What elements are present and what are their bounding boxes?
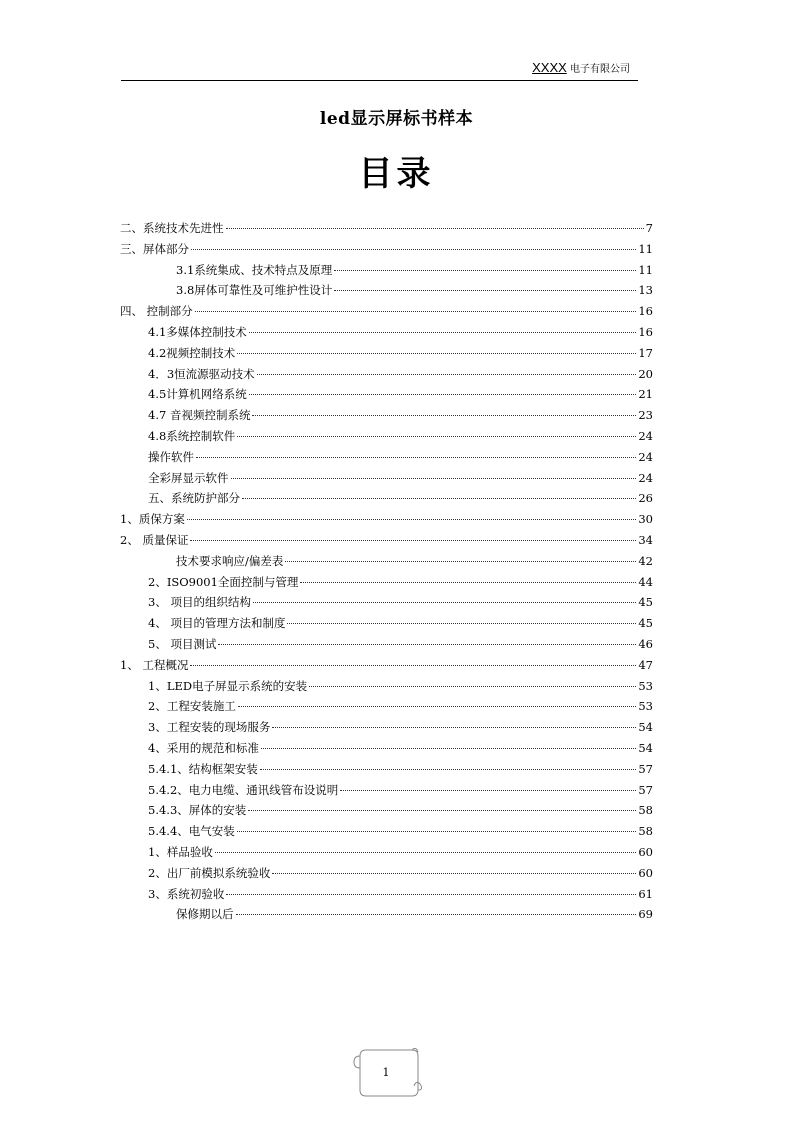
toc-entry-label: 技术要求响应/偏差表 <box>176 553 284 568</box>
toc-leader-dots <box>300 582 636 583</box>
toc-entry-page: 69 <box>638 907 653 922</box>
toc-entry[interactable] <box>120 719 653 740</box>
toc-entry[interactable] <box>120 407 653 428</box>
toc-entry-page: 13 <box>638 283 653 298</box>
toc-leader-dots <box>285 561 636 562</box>
toc-entry[interactable] <box>120 324 653 345</box>
toc-leader-dots <box>261 748 637 749</box>
toc-entry-page: 54 <box>638 720 653 735</box>
table-of-contents <box>120 220 653 927</box>
toc-entry-page: 57 <box>638 782 653 797</box>
toc-entry[interactable] <box>120 698 653 719</box>
toc-entry[interactable] <box>120 844 653 865</box>
toc-entry-page: 24 <box>638 428 653 443</box>
toc-entry[interactable] <box>120 241 653 262</box>
toc-entry-page: 11 <box>638 262 653 277</box>
toc-leader-dots <box>260 769 637 770</box>
toc-entry[interactable] <box>120 470 653 491</box>
toc-leader-dots <box>226 228 644 229</box>
toc-leader-dots <box>191 249 636 250</box>
toc-leader-dots <box>195 311 637 312</box>
toc-entry-page: 16 <box>638 304 653 319</box>
toc-entry[interactable] <box>120 449 653 470</box>
toc-leader-dots <box>238 706 637 707</box>
toc-entry-label: 1、LED电子屏显示系统的安装 <box>148 678 308 693</box>
toc-entry[interactable] <box>120 906 653 927</box>
toc-entry[interactable] <box>120 782 653 803</box>
toc-leader-dots <box>272 873 636 874</box>
toc-leader-dots <box>226 894 636 895</box>
toc-entry-label: 4.7 音视频控制系统 <box>148 408 251 423</box>
toc-leader-dots <box>190 540 636 541</box>
page-number: 1 <box>382 1066 390 1079</box>
toc-entry-label: 2、出厂前模拟系统验收 <box>148 865 271 880</box>
toc-entry-label: 全彩屏显示软件 <box>148 470 229 485</box>
toc-entry-page: 24 <box>638 449 653 464</box>
toc-entry-label: 3.1系统集成、技术特点及原理 <box>176 262 333 277</box>
toc-heading: 目录 <box>358 154 435 194</box>
toc-leader-dots <box>231 478 637 479</box>
toc-entry-label: 4.2视频控制技术 <box>148 345 236 360</box>
toc-entry-label: 1、样品验收 <box>148 844 213 859</box>
toc-entry-page: 45 <box>638 595 653 610</box>
toc-entry[interactable] <box>120 886 653 907</box>
toc-entry[interactable] <box>120 220 653 241</box>
toc-leader-dots <box>257 374 637 375</box>
toc-entry-page: 53 <box>638 699 653 714</box>
toc-entry-label: 4、采用的规范和标准 <box>148 740 259 755</box>
toc-leader-dots <box>249 394 637 395</box>
page-footer <box>350 1046 422 1100</box>
toc-leader-dots <box>237 436 636 437</box>
toc-entry[interactable] <box>120 532 653 553</box>
toc-entry[interactable] <box>120 615 653 636</box>
toc-entry-page: 7 <box>645 221 653 235</box>
toc-entry-label: 1、 工程概况 <box>120 657 189 672</box>
toc-entry[interactable] <box>120 678 653 699</box>
toc-entry-page: 54 <box>638 740 653 755</box>
toc-entry-label: 3.8屏体可靠性及可维护性设计 <box>176 283 333 298</box>
toc-leader-dots <box>237 831 637 832</box>
toc-entry-page: 17 <box>638 345 653 360</box>
toc-entry[interactable] <box>120 761 653 782</box>
toc-entry-page: 11 <box>638 241 653 256</box>
toc-entry[interactable] <box>120 865 653 886</box>
toc-entry-label: 4.5计算机网络系统 <box>148 387 247 402</box>
toc-entry-page: 16 <box>638 324 653 339</box>
toc-entry-page: 26 <box>638 491 653 506</box>
toc-leader-dots <box>242 498 636 499</box>
toc-leader-dots <box>196 457 636 458</box>
toc-leader-dots <box>237 353 636 354</box>
toc-entry[interactable] <box>120 594 653 615</box>
toc-entry-label: 二、系统技术先进性 <box>120 221 224 235</box>
toc-entry[interactable] <box>120 553 653 574</box>
toc-entry-page: 30 <box>638 512 653 527</box>
toc-entry[interactable] <box>120 574 653 595</box>
toc-leader-dots <box>253 602 636 603</box>
toc-entry[interactable] <box>120 636 653 657</box>
toc-entry-label: 3、 项目的组织结构 <box>148 595 251 610</box>
toc-entry[interactable] <box>120 386 653 407</box>
toc-entry-label: 5.4.1、结构框架安装 <box>148 761 258 776</box>
toc-entry-label: 3、系统初验收 <box>148 886 225 901</box>
toc-entry-page: 60 <box>638 865 653 880</box>
toc-entry-label: 五、系统防护部分 <box>148 491 240 506</box>
company-name <box>532 60 630 75</box>
toc-entry-label: 2、ISO9001全面控制与管理 <box>148 574 299 589</box>
toc-leader-dots <box>309 686 636 687</box>
toc-entry-label: 3、工程安装的现场服务 <box>148 720 271 735</box>
toc-leader-dots <box>190 665 636 666</box>
toc-entry-label: 操作软件 <box>148 449 194 464</box>
toc-leader-dots <box>252 415 636 416</box>
toc-entry-page: 21 <box>638 387 653 402</box>
page-header <box>121 58 638 81</box>
toc-entry-page: 58 <box>638 803 653 818</box>
toc-entry-page: 44 <box>638 574 653 589</box>
toc-entry[interactable] <box>120 282 653 303</box>
toc-leader-dots <box>187 519 637 520</box>
toc-entry-label: 5.4.4、电气安装 <box>148 824 235 839</box>
toc-entry[interactable] <box>120 740 653 761</box>
toc-leader-dots <box>248 810 636 811</box>
toc-leader-dots <box>334 290 636 291</box>
toc-entry-page: 42 <box>638 553 653 568</box>
company-mark: XXXX <box>532 60 567 75</box>
toc-entry-page: 53 <box>638 678 653 693</box>
toc-entry-label: 4、 项目的管理方法和制度 <box>148 616 286 631</box>
toc-leader-dots <box>236 914 637 915</box>
toc-leader-dots <box>287 623 636 624</box>
toc-entry-page: 57 <box>638 761 653 776</box>
toc-entry[interactable] <box>120 428 653 449</box>
toc-entry-label: 1、质保方案 <box>120 512 185 527</box>
document-title: led显示屏标书样本 <box>319 109 474 129</box>
toc-entry-label: 4.8系统控制软件 <box>148 428 236 443</box>
toc-entry-label: 4.1多媒体控制技术 <box>148 324 247 339</box>
toc-entry-page: 61 <box>638 886 653 901</box>
toc-entry[interactable] <box>120 490 653 511</box>
toc-leader-dots <box>218 644 636 645</box>
toc-entry-label: 5、 项目测试 <box>148 636 217 651</box>
toc-entry-label: 保修期以后 <box>176 907 234 922</box>
toc-leader-dots <box>215 852 637 853</box>
toc-entry-page: 34 <box>638 532 653 547</box>
toc-entry-page: 45 <box>638 616 653 631</box>
toc-entry-page: 20 <box>638 366 653 381</box>
toc-entry[interactable] <box>120 303 653 324</box>
toc-entry[interactable] <box>120 262 653 283</box>
toc-entry[interactable] <box>120 657 653 678</box>
toc-entry[interactable] <box>120 345 653 366</box>
toc-leader-dots <box>340 790 636 791</box>
toc-entry-page: 23 <box>638 408 653 423</box>
toc-entry-page: 47 <box>638 657 653 672</box>
toc-entry-page: 58 <box>638 824 653 839</box>
toc-entry-page: 60 <box>638 844 653 859</box>
toc-entry[interactable] <box>120 511 653 532</box>
toc-entry-label: 2、 质量保证 <box>120 532 189 547</box>
toc-entry[interactable] <box>120 366 653 387</box>
toc-entry-label: 4．3恒流源驱动技术 <box>148 366 255 381</box>
toc-leader-dots <box>334 270 636 271</box>
toc-leader-dots <box>272 727 636 728</box>
toc-entry-page: 24 <box>638 470 653 485</box>
toc-entry-label: 四、 控制部分 <box>120 304 193 319</box>
toc-entry[interactable] <box>120 802 653 823</box>
toc-leader-dots <box>249 332 637 333</box>
toc-entry-label: 2、工程安装施工 <box>148 699 236 714</box>
toc-entry[interactable] <box>120 823 653 844</box>
toc-entry-label: 5.4.2、电力电缆、通讯线管布设说明 <box>148 782 339 797</box>
toc-entry-page: 46 <box>638 636 653 651</box>
toc-entry-label: 5.4.3、屏体的安装 <box>148 803 247 818</box>
company-suffix: 电子有限公司 <box>570 64 630 75</box>
toc-entry-label: 三、屏体部分 <box>120 241 189 256</box>
